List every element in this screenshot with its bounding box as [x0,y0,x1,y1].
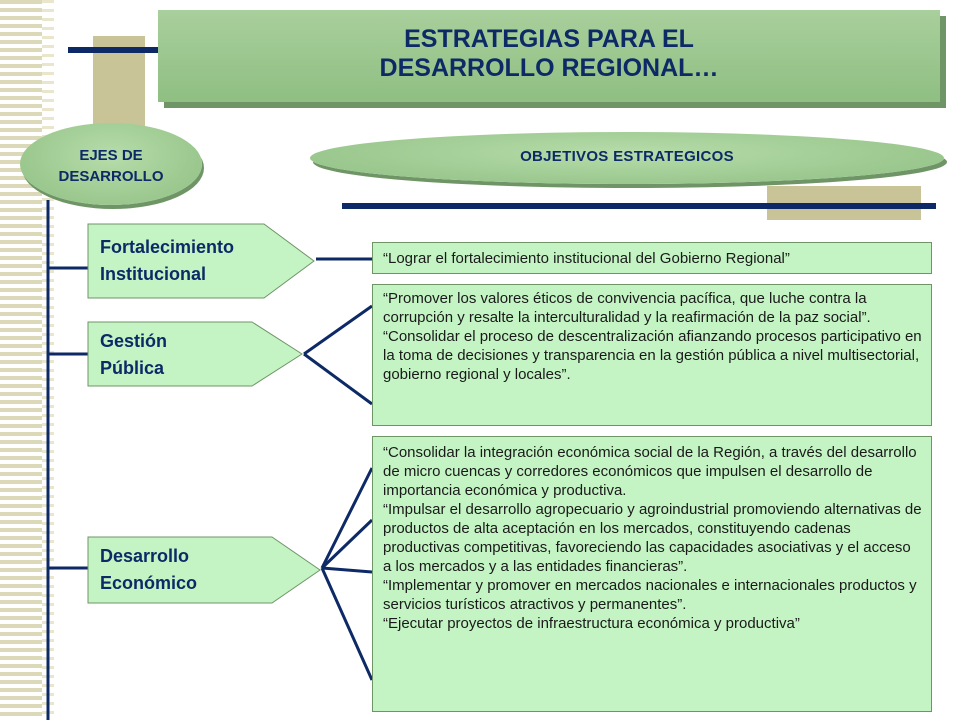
objective-text: “Consolidar el proceso de descentralización afianzando procesos participativo en la toma de decisiones y transparencia en la gestión pública a nivel multisectorial, gobierno regional y locales”. [383,328,922,383]
axis-label-line1: Fortalecimiento [100,237,235,257]
objective-text: “Lograr el fortalecimiento institucional del Gobierno Regional” [383,250,790,267]
axis-label-economico [100,543,197,597]
link-economico-2 [322,520,372,568]
ejes-label-line1: EJES DE [79,147,143,164]
objetivos-label: OBJETIVOS ESTRATEGICOS [520,148,734,165]
objective-box-fortalecimiento [372,242,932,274]
axis-label-gestion [100,328,167,382]
page-title-line2: DESARROLLO REGIONAL… [379,54,719,82]
link-gestion-1 [304,306,372,354]
objective-text: “Ejecutar proyectos de infraestructura económica y productiva” [383,615,800,632]
objective-text: “Consolidar la integración económica social de la Región, a través del desarrollo de micro cuencas y corredores económicos que impulsen el desarrollo de importancia económica y productiva. [383,444,917,499]
objective-text: “Impulsar el desarrollo agropecuario y agroindustrial promoviendo alternativas de productos de alta aceptación en los mercados, constituyendo cadenas productivas competitivas, favoreciendo las capacidades asociativas y el acceso a los mercados y a las entidades financieras”. [383,501,922,575]
page-title-line1: ESTRATEGIAS PARA EL [404,25,694,53]
link-economico-3 [322,568,372,572]
link-gestion-2 [304,354,372,404]
objective-box-economico [372,436,932,712]
objective-text: “Promover los valores éticos de convivencia pacífica, que luche contra la corrupción y resalte la interculturalidad y la reafirmación de la paz social”. [383,290,871,326]
objective-text: “Implementar y promover en mercados nacionales e internacionales productos y servicios turísticos atractivos y permanentes”. [383,577,917,613]
axis-label-fortalecimiento [100,234,234,288]
axis-label-line1: Desarrollo [100,546,190,566]
axis-label-line2: Institucional [100,264,207,284]
objective-box-gestion [372,284,932,426]
link-economico-4 [322,568,372,680]
ejes-label-line2: DESARROLLO [58,168,164,185]
ejes-desarrollo-header [20,123,202,205]
link-economico-1 [322,468,372,568]
objetivos-estrategicos-header [310,132,944,184]
axis-label-line2: Económico [100,573,198,593]
axis-label-line2: Pública [100,358,165,378]
axis-label-line1: Gestión [100,331,168,351]
